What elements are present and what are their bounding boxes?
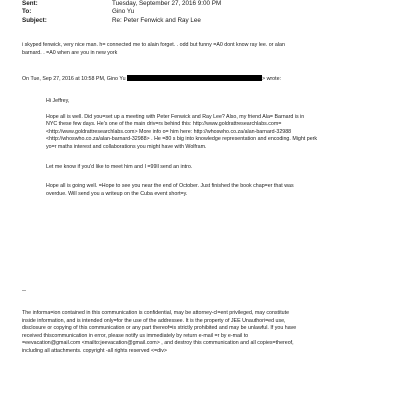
to-value: Gino Yu (112, 8, 135, 15)
disclaimer (22, 310, 397, 356)
reply-body (22, 42, 397, 57)
paragraph-2: Let me know if you'd like to meet him and I =99ll send an intro. (46, 163, 193, 170)
paragraph-3 (46, 183, 396, 198)
disclaimer-line: disclosure or copying of this communication or any part thereof=is strictly prohibited and may be unlawful. If you have (22, 325, 297, 332)
paragraph-line: Hope all is going well. =Hope to see you near the end of October. Just finished the book chap=er that was (46, 183, 294, 190)
sent-value: Tuesday, September 27, 2016 9:00 PM (112, 0, 222, 7)
signature-separator: -- (22, 288, 26, 294)
subject-label: Subject: (22, 17, 47, 24)
disclaimer-line: inside information, and is intended only=for the use of the addressee. It is the property of JEE Unauthori=ed use, (22, 317, 286, 324)
to-label: To: (22, 8, 32, 15)
paragraph-line: NYC these few days. He's one of the main driv=rs behind this: http://www.goldrattresearchlabs.com= (46, 121, 282, 128)
reply-line: barnard. . =A0 when are you in new york (22, 49, 118, 56)
paragraph-1 (46, 114, 396, 152)
paragraph-line: yo=r maths interest and collaborations you might have with Wolfram. (46, 143, 207, 150)
paragraph-line: overdue. Will send you a writeup on the Cuba event short=y. (46, 190, 188, 197)
paragraph-line: <http://whoswho.co.za/alan-barnard-32988> . He =80 s big into knowledge representation and encoding. Might perk (46, 136, 318, 143)
quote-header-start: On Tue, Sep 27, 2016 at 10:58 PM, Gino Yu (22, 76, 128, 82)
quoted-message (46, 98, 396, 198)
quote-header (22, 75, 397, 84)
disclaimer-line: received thiscommunication in error, please notify us immediately by return e-mail =r by e-mail to (22, 332, 249, 339)
sent-label: Sent: (22, 0, 38, 7)
paragraph-line: <http://www.goldrattresearchlabs.com> More info o= him here: http://whoswho.co.za/alan-barnard-32988 (46, 128, 292, 135)
paragraph-line: Hope all is well. Did you=set up a meeting with Peter Fenwick and Ray Lee? Also, my friend Ala= Barnard is in (46, 113, 305, 120)
greeting: Hi Jeffrey, (46, 98, 70, 104)
redaction-bar (127, 75, 262, 81)
disclaimer-line: =eevacation@gmail.com <mailto:jeevacation@gmail.com> , and destroy this communication and all copies=thereof, (22, 340, 294, 347)
disclaimer-line: The informa=ion contained in this communication is confidential, may be attorney-cl=ent privileged, may constitute (22, 310, 290, 316)
disclaimer-line: including all attachments. copyright -all rights reserved <=div> (22, 347, 168, 354)
quote-header-end: > wrote: (262, 76, 282, 82)
subject-value: Re: Peter Fenwick and Ray Lee (112, 17, 201, 24)
reply-line: i skyped fenwick, very nice man. h= connected me to alain forget. . odd but funny =A0 dont know ray lee. or alan (22, 42, 285, 48)
